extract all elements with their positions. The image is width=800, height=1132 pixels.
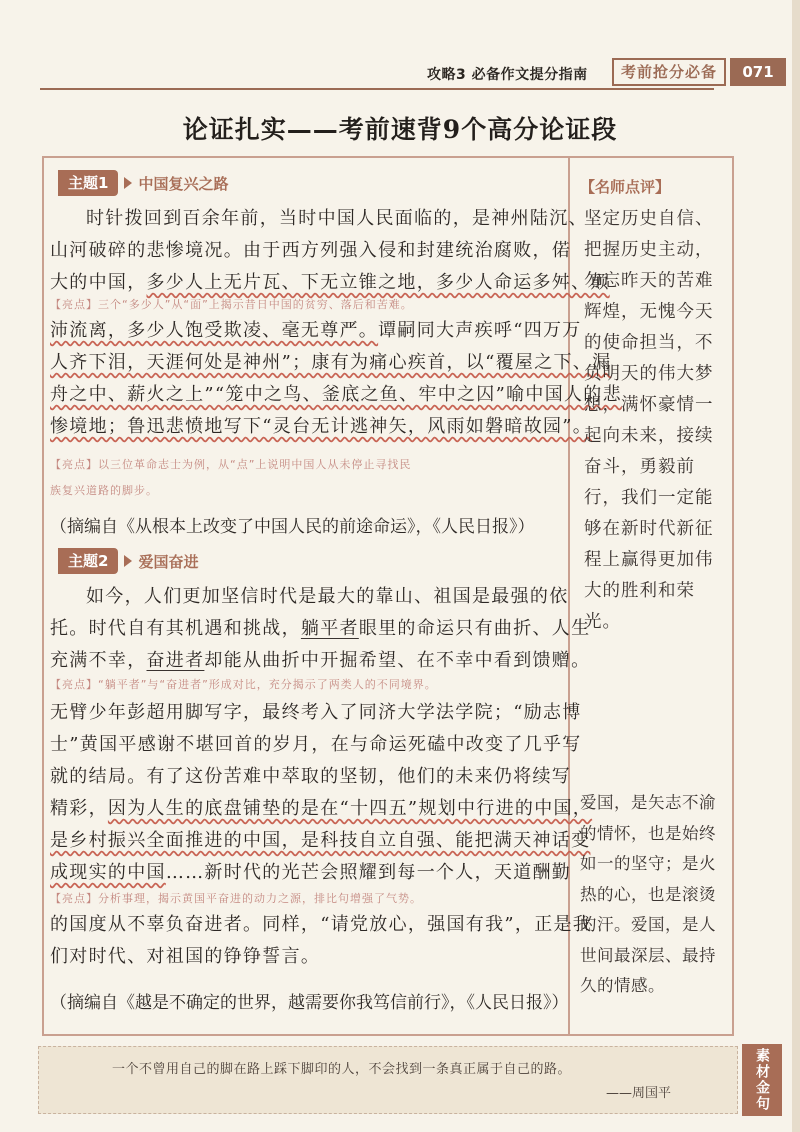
paragraph-line: 时针拨回到百余年前，当时中国人民面临的，是神州陆沉、: [86, 208, 588, 229]
paragraph-line: 如今，人们更加坚信时代是最大的靠山、祖国是最强的依: [86, 586, 569, 607]
paragraph-line: 无臂少年彭超用脚写字，最终考入了同济大学法学院；“励志博: [50, 702, 582, 723]
paragraph-line: 士”黄国平感谢不堪回首的岁月，在与命运死磕中改变了几乎写: [50, 734, 582, 755]
paragraph-text: ……新时代的光芒会照耀到每一个人，天道酬勤: [165, 862, 572, 883]
paragraph-line: 是乡村振兴全面推进的中国，是科技自立自强、能把满天神话变: [50, 830, 591, 851]
theme2-badge: 主题2: [58, 548, 118, 574]
quote-author: ——周国平: [606, 1086, 672, 1101]
page-header: [0, 56, 800, 90]
quote-text: 一个不曾用自己的脚在路上踩下脚印的人，不会找到一条真正属于自己的路。: [112, 1062, 572, 1077]
paragraph-line: 舟之中、薪火之上”“笼中之鸟、釜底之鱼、牢中之囚”喻中国人的悲: [50, 384, 622, 405]
source-citation: （摘编自《越是不确定的世界，越需要你我笃信前行》，《人民日报》）: [50, 993, 569, 1013]
highlighted-text: 因为人生的底盘铺垫的是在“十四五”规划中行进的中国，: [107, 798, 593, 819]
quote-band: [38, 1046, 738, 1114]
keyword-text: 奋进者: [146, 650, 205, 671]
theme2-heading: [58, 548, 198, 574]
paragraph-line: 惨境地；鲁迅悲愤地写下“灵台无计逃神矢，风雨如磐暗故园”。: [50, 416, 593, 437]
chapter-title: 攻略3 必备作文提分指南: [427, 67, 588, 83]
triangle-right-icon: [124, 177, 132, 189]
paragraph-line: 的国度从不辜负奋进者。同样，“请党放心，强国有我”，正是我: [50, 914, 593, 935]
triangle-right-icon: [124, 555, 132, 567]
page-title: 论证扎实——考前速背9个高分论证段: [182, 115, 618, 144]
page-edge: [792, 0, 800, 1132]
paragraph-text: 谭嗣同大声疾呼“四万万: [378, 320, 582, 341]
paragraph-text: 充满不幸，: [50, 650, 147, 671]
highlighted-text: 沛流离，多少人饱受欺凌、毫无尊严。: [50, 320, 379, 341]
paragraph-line: [50, 860, 572, 886]
source-citation: （摘编自《从根本上改变了中国人民的前途命运》，《人民日报》）: [50, 517, 535, 537]
paragraph-text: 精彩，: [50, 798, 108, 819]
page-number: 071: [730, 58, 786, 86]
handwritten-note: 族复兴道路的脚步。: [50, 484, 158, 497]
paragraph-text: 却能从曲折中开掘希望、在不幸中看到馈赠。: [204, 650, 591, 671]
paragraph-text: 托。时代自有其机遇和挑战，: [50, 618, 301, 639]
handwritten-note: 【亮点】“躺平者”与“奋进者”形成对比，充分揭示了两类人的不同境界。: [50, 678, 437, 691]
paragraph-line: 们对时代、对祖国的铮铮誓言。: [50, 946, 321, 967]
handwritten-note: 【亮点】分析事理，揭示黄国平奋进的动力之源，排比句增强了气势。: [50, 892, 422, 905]
highlighted-text: 多少人上无片瓦、下无立锥之地，多少人命运多舛、颠: [146, 272, 610, 293]
theme2-subtitle: 爱国奋进: [138, 552, 199, 571]
paragraph-line: 就的结局。有了这份苦难中萃取的坚韧，他们的未来仍将续写: [50, 766, 572, 787]
paragraph-text: 眼里的命运只有曲折、人生: [358, 618, 591, 639]
material-tab: 素材金句: [742, 1044, 782, 1116]
paragraph-line: [50, 648, 591, 674]
theme1-subtitle: 中国复兴之路: [138, 174, 229, 193]
commentary-label: 【名师点评】: [580, 178, 671, 196]
handwritten-note: 【亮点】以三位革命志士为例，从“点”上说明中国人从未停止寻找民: [50, 458, 412, 471]
paragraph-text: 大的中国，: [50, 272, 147, 293]
header-rule: [40, 88, 714, 90]
paragraph-line: [50, 616, 591, 642]
paragraph-line: 人齐下泪，天涯何处是神州”；康有为痛心疾首，以“覆屋之下、漏: [50, 352, 612, 373]
paragraph-line: [50, 270, 610, 296]
theme1-badge: 主题1: [58, 170, 118, 196]
highlighted-text: 成现实的中国: [50, 862, 166, 883]
theme1-heading: [58, 170, 228, 196]
handwritten-note: 【亮点】三个“多少人”从“面”上揭示昔日中国的贫穷、落后和苦难。: [50, 298, 413, 311]
paragraph-line: [50, 796, 593, 822]
keyword-text: 躺平者: [300, 618, 359, 639]
commentary-theme2: 爱国，是矢志不渝的情怀，也是始终如一的坚守；是火热的心，也是滚烫的汗。爱国，是人世间最深层、最持久的情感。: [580, 793, 716, 995]
paragraph-line: 山河破碎的悲惨境况。由于西方列强入侵和封建统治腐败，偌: [50, 240, 572, 261]
section-badge: 考前抢分必备: [612, 58, 726, 86]
paragraph-line: [50, 318, 582, 344]
commentary-theme1: 坚定历史自信、把握历史主动，勿忘昨天的苦难辉煌，无愧今天的使命担当，不负明天的伟大梦想，满怀豪情一起向未来，接续奋斗，勇毅前行，我们一定能够在新时代新征程上赢得更加伟大的胜利和荣光。: [584, 209, 714, 632]
